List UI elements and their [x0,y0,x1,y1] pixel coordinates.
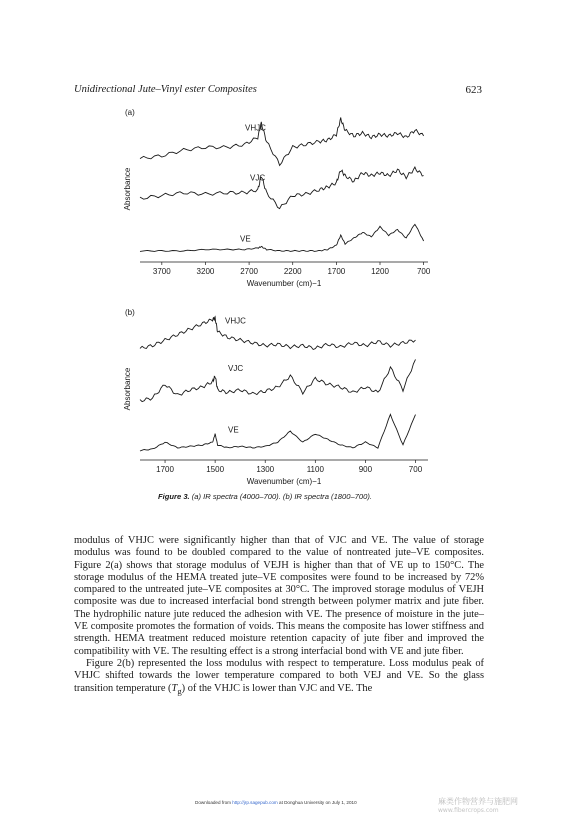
running-title: Unidirectional Jute–Vinyl ester Composites [74,84,257,95]
y-axis-label: Absorbance [123,167,132,211]
caption-prefix: Figure 3. [158,492,190,501]
caption-text: (a) IR spectra (4000–700). (b) IR spectra (1800–700). [189,492,372,501]
panel-a-label: (a) [125,108,135,117]
paragraph-2-part-b: ) of the VHJC is lower than VJC and VE. The [181,682,373,694]
x-tick-label: 3200 [196,267,215,276]
paragraph-1: modulus of VHJC were significantly higher than that of VJC and VE. The value of storage modulus was found to be doubled compared to the value of nontreated jute–VE composites. Figure 2(a) shows that storage modulus of VEJH is higher than that of VE up to 150°C. The storage modulus of the HEMA treated jute–VE composites were found to be increased by 72% compared to the untreated jute–VE composites at 30°C. The improved storage modulus of VEJH composite was due to increased interfacial bond strength between polymer matrix and jute fiber. The hydrophilic nature jute reduced the adhesion with VE. The presence of moisture in the jute–VE composite promotes the formation of voids. This means the composite has lower stiffness and strength. HEMA treatment reduced moisture retention capacity of jute fiber and improved the compatibility with VE. The resulting effect is a strong interfacial bond with VE and jute fiber. [74,535,484,657]
series-label-ve: VE [228,425,239,435]
x-tick-label: 1700 [327,267,346,276]
series-label-vhjc: VHJC [245,123,266,133]
footer-prefix: Downloaded from [195,800,233,805]
x-tick-label: 700 [416,267,431,276]
paragraph-2 [74,658,484,697]
watermark [438,796,518,814]
watermark-url: www.fibercrops.com [438,807,499,814]
figure-caption [158,492,372,501]
ir-spectra-chart-a [0,108,568,308]
series-label-ve: VE [240,234,251,244]
paragraph-2-part-a: Figure 2(b) represented the loss modulus with respect to temperature. Loss modulus peak of VHJC shifted towards the lower temperature compared to both VEJ and VE. So the glass transition temperature ( [74,657,484,694]
series-label-vhjc: VHJC [225,316,246,326]
series-line-vjc [140,167,424,209]
tg-symbol: T [171,682,178,694]
series-label-vjc: VJC [250,173,266,183]
x-tick-label: 1500 [206,465,225,474]
x-tick-label: 900 [358,465,373,474]
body-text [74,535,484,697]
tg-subscript: g [177,685,182,696]
x-tick-label: 3700 [152,267,171,276]
x-tick-label: 2200 [283,267,302,276]
page-number: 623 [465,84,482,96]
series-line-ve [140,414,416,451]
x-axis-label: Wavenumber (cm)−1 [246,279,322,288]
series-line-vhjc [140,317,416,350]
download-footer [195,800,357,805]
running-header [74,84,482,95]
watermark-text: 麻类作物营养与施肥网 [438,797,518,806]
footer-link[interactable]: http://jrp.sagepub.com [232,800,278,805]
x-tick-label: 2700 [240,267,258,276]
x-tick-label: 1100 [306,465,324,474]
series-line-ve [140,224,424,251]
panel-b-label: (b) [125,308,135,317]
ir-spectra-chart-b [0,300,568,486]
y-axis-label: Absorbance [123,367,132,411]
series-line-vjc [140,359,416,401]
series-line-vhjc [140,118,424,166]
x-axis-label: Wavenumber (cm)−1 [246,477,322,486]
series-label-vjc: VJC [228,364,244,374]
x-tick-label: 700 [408,465,423,474]
x-tick-label: 1300 [256,465,275,474]
x-tick-label: 1200 [371,267,389,276]
footer-suffix: at Donghua University on July 1, 2010 [277,800,357,805]
x-tick-label: 1700 [156,465,174,474]
